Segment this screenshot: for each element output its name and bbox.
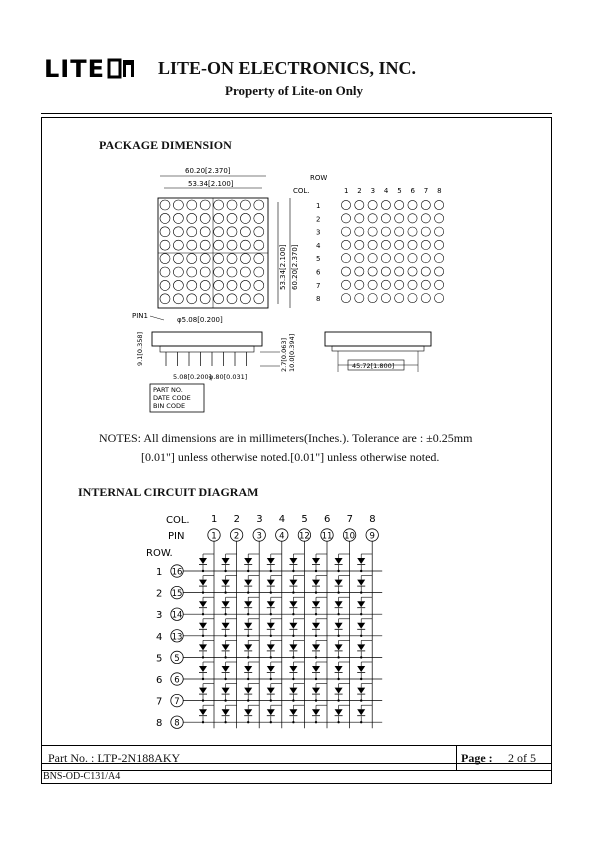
pkg-grid-dot [408,267,417,276]
pkg-grid-dot [341,294,350,303]
led-diode [335,644,343,650]
part-number: Part No. : LTP-2N188AKY [48,751,181,765]
package-dot [254,267,264,277]
led-diode [335,601,343,607]
package-dot [160,213,170,223]
pkg-grid-dot [435,294,444,303]
led-diode [289,580,297,586]
led-diode [357,601,365,607]
pkg-grid-dot [355,267,364,276]
package-dot [227,240,237,250]
led-diode [267,558,275,564]
footer-bar [41,745,552,771]
pkg-grid-dot [421,267,430,276]
pkg-grid-dot [421,294,430,303]
col-pin-number: 2 [233,531,240,542]
package-drawing [120,160,450,415]
circuit-row-number: 3 [156,610,163,622]
pkg-grid-dot [395,214,404,223]
label-bin-code: BIN CODE [153,402,186,410]
package-dot [173,227,183,237]
circuit-pin-label: PIN [168,531,185,542]
liteon-logo [44,57,136,79]
pkg-grid-dot [381,280,390,289]
package-dot [200,254,210,264]
led-diode [357,644,365,650]
dot-diameter: φ5.08[0.200] [177,316,223,324]
pkg-grid-dot [381,294,390,303]
doc-code-text: BNS-OD-C131/A4 [43,771,121,782]
led-diode [312,580,320,586]
pkg-col-number: 5 [397,187,402,195]
led-diode [312,688,320,694]
package-dot [173,240,183,250]
page-label: Page : [461,751,493,765]
led-diode [335,688,343,694]
package-dot [240,227,250,237]
circuit-col-number: 1 [211,514,218,525]
led-diode [244,644,252,650]
pkg-grid-dot [341,280,350,289]
package-dot [187,294,197,304]
pkg-row-number: 3 [316,228,321,237]
circuit-col-number: 2 [233,514,240,525]
pkg-grid-dot [421,240,430,249]
label-date-code: DATE CODE [153,394,191,402]
col-pin-number: 3 [256,531,262,542]
package-dot [160,280,170,290]
pkg-grid-dot [408,280,417,289]
circuit-row-number: 2 [156,588,163,600]
notes-line1: NOTES: All dimensions are in millimeters(Inches.). Tolerance are : ±0.25mm [99,431,473,445]
pkg-col-number: 3 [370,187,376,195]
pkg-grid-dot [368,214,377,223]
package-dot [173,294,183,304]
led-diode [267,688,275,694]
led-diode [199,601,207,607]
package-dot [173,280,183,290]
pkg-grid-dot [355,200,364,209]
led-diode [244,666,252,672]
package-dot [227,254,237,264]
package-dot [214,227,224,237]
col-pin-number: 1 [211,531,217,542]
led-diode [335,580,343,586]
circuit-col-number: 5 [301,514,308,525]
pkg-grid-dot [368,254,377,263]
package-dot [187,200,197,210]
package-dimension-title: PACKAGE DIMENSION [99,138,232,152]
circuit-row-number: 7 [156,696,163,708]
col-pin-number: 12 [298,531,310,542]
pkg-grid-dot [341,240,350,249]
pkg-grid-dot [435,200,444,209]
pkg-grid-dot [355,240,364,249]
dim-width-outer: 60.20[2.370] [185,167,231,175]
package-dot [200,240,210,250]
pkg-grid-dot [408,294,417,303]
package-dot [200,213,210,223]
package-dot [227,267,237,277]
package-dot [187,213,197,223]
led-diode [199,666,207,672]
row-spacing: 45.72[1.800] [352,362,395,370]
package-dot [160,294,170,304]
package-dot [214,254,224,264]
led-diode [244,709,252,715]
pkg-col-number: 6 [410,187,415,195]
svg-text:LITE: LITE [44,57,105,79]
row-pin-number: 13 [171,632,183,643]
led-diode [357,580,365,586]
row-col-grid [316,187,444,303]
package-dot [173,200,183,210]
led-diode [267,623,275,629]
circuit-col-label: COL. [166,515,190,526]
led-diode [335,666,343,672]
package-dot-matrix [160,200,264,304]
package-dot [160,200,170,210]
package-dot [254,254,264,264]
pkg-grid-dot [381,267,390,276]
package-dot [160,240,170,250]
pkg-grid-dot [395,254,404,263]
dim-height-outer: 60.20[2.370] [291,244,299,290]
led-diode [335,709,343,715]
pkg-grid-dot [355,214,364,223]
led-diode [244,601,252,607]
pkg-col-number: 7 [423,187,429,195]
package-dot [254,200,264,210]
package-dot [254,280,264,290]
circuit-col-number: 3 [256,514,263,525]
company-name: LITE-ON ELECTRONICS, INC. [158,58,417,78]
package-dot [227,294,237,304]
led-diode [222,644,230,650]
pkg-grid-dot [381,227,390,236]
package-dot [187,254,197,264]
pkg-row-number: 1 [316,202,321,210]
led-diode [357,709,365,715]
package-dot [187,227,197,237]
notes-line2: [0.01"] unless otherwise noted.[0.01"] unless otherwise noted. [141,450,440,464]
package-dot [240,213,250,223]
package-dot [200,267,210,277]
row-pin-number: 14 [171,610,183,621]
led-diode [244,558,252,564]
package-dot [187,240,197,250]
dim-width-inner: 53.34[2.100] [188,180,234,188]
pkg-grid-dot [381,254,390,263]
pkg-grid-dot [341,214,350,223]
pkg-grid-dot [421,214,430,223]
pkg-col-number: 1 [344,187,349,195]
circuit-row-number: 1 [156,567,163,578]
pin-total: 10.0[0.394] [288,333,296,372]
led-diode [312,709,320,715]
package-dot [160,254,170,264]
label-part-no: PART NO. [153,386,183,394]
pkg-grid-dot [381,214,390,223]
pkg-grid-dot [408,214,417,223]
led-diode [199,688,207,694]
pkg-grid-dot [355,254,364,263]
package-dot [240,254,250,264]
pkg-grid-dot [395,267,404,276]
led-diode [267,601,275,607]
package-dot [187,267,197,277]
led-diode [335,558,343,564]
pkg-grid-dot [395,200,404,209]
row-pin-number: 15 [171,589,183,600]
pkg-grid-dot [435,267,444,276]
pkg-grid-dot [408,200,417,209]
package-dot [160,267,170,277]
package-dot [240,267,250,277]
circuit-diagram [140,508,400,742]
led-diode [357,688,365,694]
package-dot [254,227,264,237]
led-diode [357,623,365,629]
pkg-col-number: 8 [437,187,442,195]
led-diode [289,666,297,672]
pkg-grid-dot [395,280,404,289]
package-dot [173,254,183,264]
package-dot [214,240,224,250]
pin-length: 2.7[0.063] [280,337,288,372]
pkg-col-number: 2 [357,187,362,195]
pkg-row-number: 4 [316,241,321,250]
package-dot [173,267,183,277]
pkg-grid-dot [395,227,404,236]
circuit-title: INTERNAL CIRCUIT DIAGRAM [78,485,259,499]
package-dot [254,294,264,304]
led-diode [222,601,230,607]
pkg-grid-dot [355,227,364,236]
pkg-grid-dot [381,200,390,209]
pkg-grid-dot [408,254,417,263]
led-diode [222,688,230,694]
pkg-grid-dot [421,280,430,289]
pkg-row-label: ROW [310,174,328,182]
col-pin-number: 10 [344,531,356,542]
led-diode [312,666,320,672]
pkg-grid-dot [408,227,417,236]
circuit-col-number: 6 [324,514,331,525]
package-dot [240,280,250,290]
pkg-grid-dot [435,227,444,236]
pkg-grid-dot [435,280,444,289]
led-diode [222,709,230,715]
pkg-grid-dot [395,294,404,303]
led-diode [289,623,297,629]
led-diode [222,558,230,564]
led-diode [222,580,230,586]
package-dot [227,280,237,290]
row-pin-number: 8 [174,718,180,729]
led-diode [222,666,230,672]
pkg-grid-dot [421,254,430,263]
row-pin-number: 6 [174,675,180,686]
pkg-row-number: 8 [316,295,321,304]
pkg-grid-dot [368,227,377,236]
pkg-grid-dot [341,200,350,209]
pkg-grid-dot [368,240,377,249]
pkg-grid-dot [341,227,350,236]
pkg-grid-dot [435,214,444,223]
circuit-row-number: 8 [156,718,163,730]
circuit-row-number: 4 [156,631,163,643]
pkg-grid-dot [368,200,377,209]
led-diode [357,558,365,564]
led-diode [289,644,297,650]
led-diode [357,666,365,672]
package-dot [200,294,210,304]
pkg-grid-dot [435,240,444,249]
pin-diameter: φ.80[0.031] [209,373,248,381]
page-number: 2 of 5 [508,751,536,765]
pin-pitch: 5.08[0.200] [173,373,212,381]
package-dot [173,213,183,223]
led-diode [199,644,207,650]
dim-height-inner: 53.34[2.100] [279,244,287,290]
led-diode [289,688,297,694]
led-diode [199,623,207,629]
package-dot [214,213,224,223]
led-diode [199,558,207,564]
circuit-col-number: 7 [346,514,353,525]
pkg-grid-dot [395,240,404,249]
circuit-row-number: 6 [156,675,163,686]
pkg-grid-dot [368,267,377,276]
circuit-row-number: 5 [156,653,163,665]
led-diode [267,709,275,715]
package-dot [227,227,237,237]
package-dot [200,200,210,210]
pkg-grid-dot [381,240,390,249]
led-diode [312,623,320,629]
package-dot [160,227,170,237]
led-diode [312,644,320,650]
package-dot [214,200,224,210]
package-dot [254,240,264,250]
package-dot [227,200,237,210]
document-code [41,771,552,784]
package-dot [240,240,250,250]
pkg-col-number: 4 [383,187,389,195]
pkg-grid-dot [341,267,350,276]
led-diode [199,709,207,715]
led-diode [312,558,320,564]
led-diode [244,688,252,694]
package-dot [227,213,237,223]
pin1-label: PIN1 [132,312,148,320]
pkg-grid-dot [355,294,364,303]
col-pin-number: 9 [369,531,375,542]
pkg-grid-dot [368,280,377,289]
pkg-grid-dot [421,227,430,236]
led-diode [312,601,320,607]
led-diode [289,558,297,564]
row-pin-number: 5 [174,653,180,664]
package-dot [187,280,197,290]
package-dot [240,200,250,210]
led-diode [335,623,343,629]
package-dot [254,213,264,223]
package-dot [214,267,224,277]
circuit-col-number: 4 [278,514,286,525]
package-dot [214,280,224,290]
package-dot [200,227,210,237]
frame-top-rule [41,113,552,114]
pkg-grid-dot [408,240,417,249]
pkg-row-number: 6 [316,268,321,277]
package-dot [240,294,250,304]
pkg-grid-dot [368,294,377,303]
led-diode [199,580,207,586]
col-pin-number: 4 [279,531,285,542]
led-diode [289,709,297,715]
row-pin-number: 7 [174,697,180,708]
package-dot [200,280,210,290]
led-diode [244,580,252,586]
pkg-grid-dot [355,280,364,289]
led-diode [222,623,230,629]
row-pin-number: 16 [171,567,183,578]
col-pin-number: 11 [321,531,333,542]
pkg-row-number: 7 [316,281,321,290]
pkg-grid-dot [421,200,430,209]
property-note: Property of Lite-on Only [225,83,364,98]
pkg-grid-dot [341,254,350,263]
pkg-row-number: 2 [316,215,321,224]
circuit-row-label: ROW. [146,548,173,559]
pkg-grid-dot [435,254,444,263]
led-diode [244,623,252,629]
circuit-col-number: 8 [369,514,376,525]
led-diode [267,666,275,672]
led-diode [289,601,297,607]
pkg-col-label: COL. [293,187,310,195]
body-height: 9.1[0.358] [136,331,144,366]
package-dot [214,294,224,304]
led-diode [267,644,275,650]
led-diode [267,580,275,586]
pkg-row-number: 5 [316,255,321,264]
